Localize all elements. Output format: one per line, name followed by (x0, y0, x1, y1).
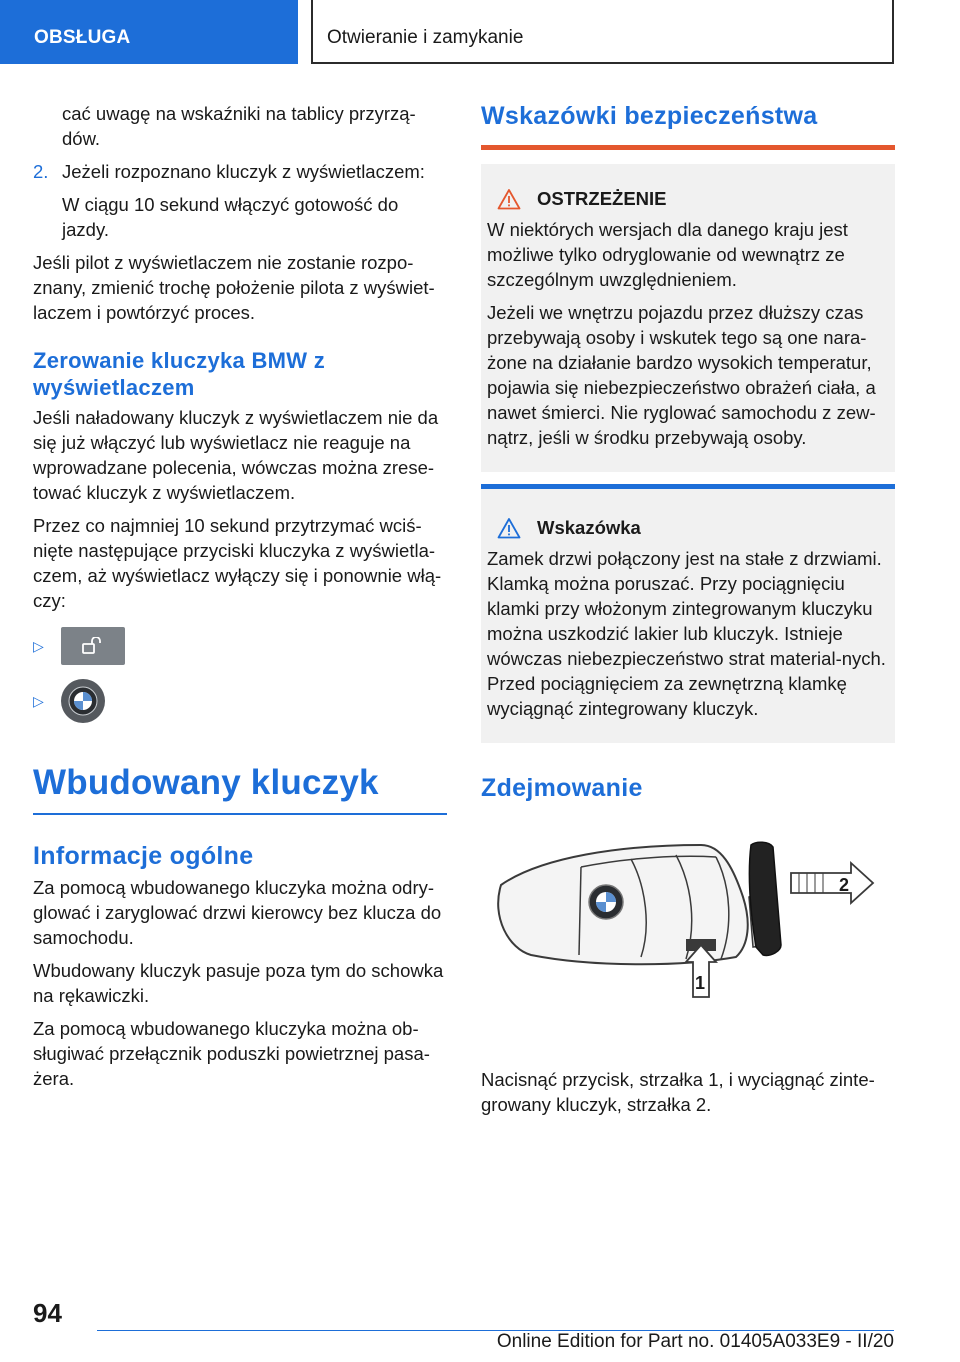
step-number: 2. (33, 161, 49, 182)
note-title-text: Wskazówka (537, 517, 641, 538)
paragraph: Za pomocą wbudowanego kluczyka można odry-glować i zaryglować drzwi kierowcy bez klucza do samochodu. (33, 877, 442, 948)
key-removal-illustration (481, 827, 895, 1037)
paragraph: Jeśli naładowany kluczyk z wyświetlaczem nie da się już włączyć lub wyświetlacz nie reaguje na wprowadzane polecenia, wówczas można zrese-tować kluczyk z wyświetlaczem. (33, 407, 439, 503)
paragraph: W niektórych wersjach dla danego kraju jest możliwe tylko odryglowanie od wewnątrz ze szczególnym uwzględnieniem. (487, 219, 848, 290)
general-heading: Informacje ogólne (33, 842, 254, 870)
bullet-triangle-icon: ▷ (33, 692, 44, 709)
note-title (487, 515, 889, 540)
step-2 (33, 159, 447, 184)
unlock-button-icon (61, 627, 125, 665)
left-column (33, 101, 447, 1091)
reset-heading: Zerowanie kluczyka BMW z wyświetlaczem (33, 348, 326, 400)
safety-heading: Wskazówki bezpieczeństwa (481, 101, 895, 150)
paragraph: Przez co najmniej 10 sekund przytrzymać wciś-nięte następujące przyciski kluczyka z wyświetla-czem, aż wyświetlacz wyłączy się i ponownie włą-czy: (33, 515, 442, 611)
warning-title-text: OSTRZEŻENIE (537, 188, 667, 209)
note-box (481, 484, 895, 743)
bmw-logo-button-icon (61, 679, 105, 723)
main-heading: Wbudowany kluczyk (33, 763, 447, 815)
arrow-2-label: 2 (839, 875, 850, 895)
warning-box (481, 164, 895, 472)
step-text: Jeżeli rozpoznano kluczyk z wyświetlaczem: (62, 161, 425, 182)
paragraph: Za pomocą wbudowanego kluczyka można ob-sługiwać przełącznik poduszki powietrznej pasa-żera. (33, 1018, 430, 1089)
section-tab: OBSŁUGA (0, 0, 298, 64)
warning-title (487, 186, 887, 211)
continued-text: cać uwagę na wskaźniki na tablicy przyrzą-dów. (62, 103, 416, 149)
bullet-triangle-icon: ▷ (33, 637, 44, 654)
paragraph: Jeżeli we wnętrzu pojazdu przez dłuższy czas przebywają osoby i wskutek tego są one nara-żone na działanie bardzo wysokich temperatur, pojawia się niebezpieczeństwo obrażeń ciała, a nawet śmierci. Nie ryglować samochodu z zew-nątrz, jeśli w środku przebywają osoby. (487, 302, 876, 448)
edition-text: Online Edition for Part no. 01405A033E9 - II/20 (496, 1331, 894, 1352)
paragraph: Nacisnąć przycisk, strzałka 1, i wyciągnąć zinte-growany kluczyk, strzałka 2. (481, 1069, 875, 1115)
chapter-title: Otwieranie i zamykanie (311, 0, 894, 64)
arrow-1-label: 1 (695, 973, 706, 993)
page-number: 94 (33, 1298, 62, 1328)
note-triangle-icon (497, 517, 521, 539)
remove-heading: Zdejmowanie (481, 774, 643, 802)
warning-triangle-icon (497, 188, 521, 210)
bullet-unlock-key (33, 627, 447, 665)
right-column (481, 101, 895, 1117)
step-2-sub: W ciągu 10 sekund włączyć gotowość do jazdy. (62, 194, 399, 240)
paragraph: Jeśli pilot z wyświetlaczem nie zostanie rozpo-znany, zmienić trochę położenie pilota z wyświet-laczem i powtórzyć proces. (33, 252, 435, 323)
paragraph: Wbudowany kluczyk pasuje poza tym do schowka na rękawiczki. (33, 960, 444, 1006)
bullet-bmw-key (33, 679, 447, 723)
paragraph: Zamek drzwi połączony jest na stałe z drzwiami. Klamką można poruszać. Przy pociągnięciu klamki przy włożonym zintegrowanym kluczyku można uszkodzić lakier lub kluczyk. Istnieje wówczas niebezpieczeństwo strat material-nych. Przed pociągnięciem za zewnętrzną klamkę wyciągnąć zintegrowany kluczyk. (487, 548, 886, 719)
